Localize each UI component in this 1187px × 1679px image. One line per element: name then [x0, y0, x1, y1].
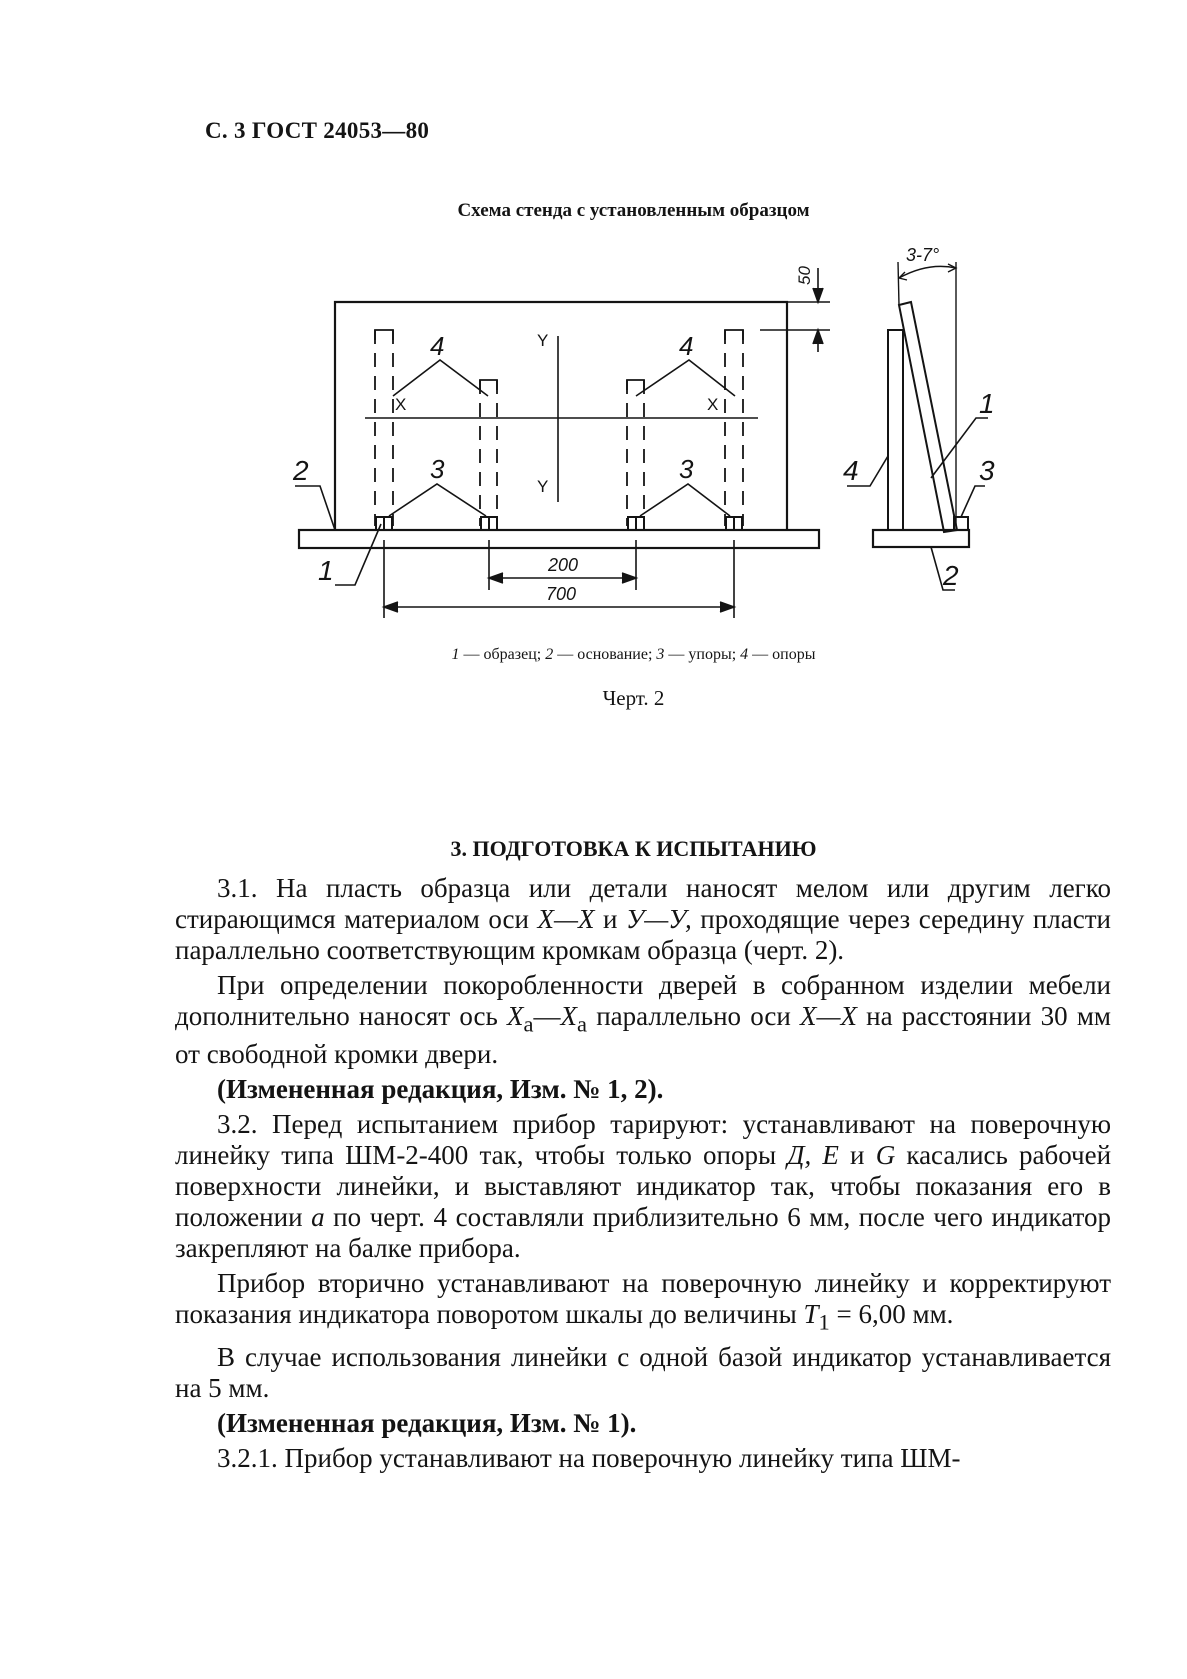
legend-num: 3 — [656, 646, 665, 663]
label-axis-y-top: Y — [537, 331, 549, 350]
leaders-3 — [389, 484, 730, 516]
label-4-right: 4 — [679, 331, 694, 361]
paragraph-doors: При определении покоробленности дверей в собранном изделии мебели дополнительно наносят ось $X_а—X_а$ параллельно оси X—X на расстоянии 30 мм от свободной кромки двери. — [175, 970, 1111, 1070]
dimension-700 — [384, 540, 734, 618]
page-header: С. 3 ГОСТ 24053—80 — [205, 118, 430, 143]
label-axis-x-left: X — [395, 395, 407, 414]
label-dim-200: 200 — [548, 555, 579, 575]
leaders-4 — [393, 360, 735, 396]
legend-text: — основание; — [553, 646, 657, 663]
paragraph-3-2: 3.2. Перед испытанием прибор тарируют: устанавливают на поверочную линейку типа ШМ-2-400 так, чтобы только опоры Д, Е и G касались рабочей поверхности линейки, и выставляют индикатор так, чтобы показания его в положении а по черт. 4 составляли приблизительно 6 мм, после чего индикатор закрепляют на балке прибора. — [175, 1109, 1112, 1264]
label-axis-x-right: X — [707, 395, 719, 414]
label-4-left: 4 — [430, 331, 445, 361]
label-angle: 3-7° — [906, 245, 940, 265]
legend-num: 4 — [740, 646, 749, 663]
label-3-side: 3 — [979, 455, 995, 486]
paragraph-3-1: 3.1. На пласть образца или детали наносят мелом или другим легко стирающимся материалом оси X—X и У—У, проходящие через середину пласти параллельно соответствующим кромкам образца (черт. 2). — [175, 873, 1111, 965]
front-view — [292, 266, 830, 618]
figure-caption: Черт. 2 — [602, 686, 665, 710]
label-3-right: 3 — [679, 454, 694, 484]
section-body — [175, 873, 1111, 1478]
amendment-note-1: (Измененная редакция, Изм. № 1, 2). — [217, 1074, 664, 1105]
sample-panel — [335, 302, 787, 530]
side-view — [843, 245, 995, 591]
side-base — [873, 530, 969, 547]
section-title: 3. ПОДГОТОВКА К ИСПЫТАНИЮ — [450, 836, 817, 861]
side-sample — [899, 302, 957, 532]
legend-num: 2 — [545, 646, 554, 663]
test-stand-drawing — [0, 0, 1187, 640]
leader-2 — [295, 486, 335, 530]
legend-num: 1 — [451, 646, 460, 663]
paragraph-calibration: Прибор вторично устанавливают на поверочную линейку и корректируют показания индикатора поворотом шкалы до величины $T_1 = 6,00$ мм. — [175, 1268, 1111, 1335]
amendment-note-2: (Измененная редакция, Изм. № 1). — [217, 1407, 637, 1438]
label-dim-700: 700 — [546, 584, 577, 604]
legend-text: — опоры — [748, 646, 816, 663]
legend-text: — упоры; — [664, 646, 741, 663]
label-dim-50: 50 — [795, 266, 814, 285]
label-2-front: 2 — [293, 455, 309, 486]
paragraph-3-2-1: 3.2.1. Прибор устанавливают на поверочную линейку типа ШМ- — [217, 1442, 961, 1473]
label-1-front: 1 — [318, 555, 334, 586]
figure-title: Схема стенда с установленным образцом — [457, 200, 810, 221]
label-4-side: 4 — [843, 455, 859, 486]
label-axis-y-bottom: Y — [537, 477, 549, 496]
paragraph-single-base: В случае использования линейки с одной базой индикатор устанавливается на 5 мм. — [175, 1341, 1111, 1403]
side-support — [888, 330, 903, 530]
stops — [376, 517, 742, 530]
figure-legend — [0, 646, 1187, 664]
leader-1 — [335, 524, 381, 585]
label-2-side: 2 — [943, 560, 959, 591]
label-1-side: 1 — [979, 388, 995, 419]
label-3-left: 3 — [430, 454, 445, 484]
legend-text: — образец; — [459, 646, 546, 663]
